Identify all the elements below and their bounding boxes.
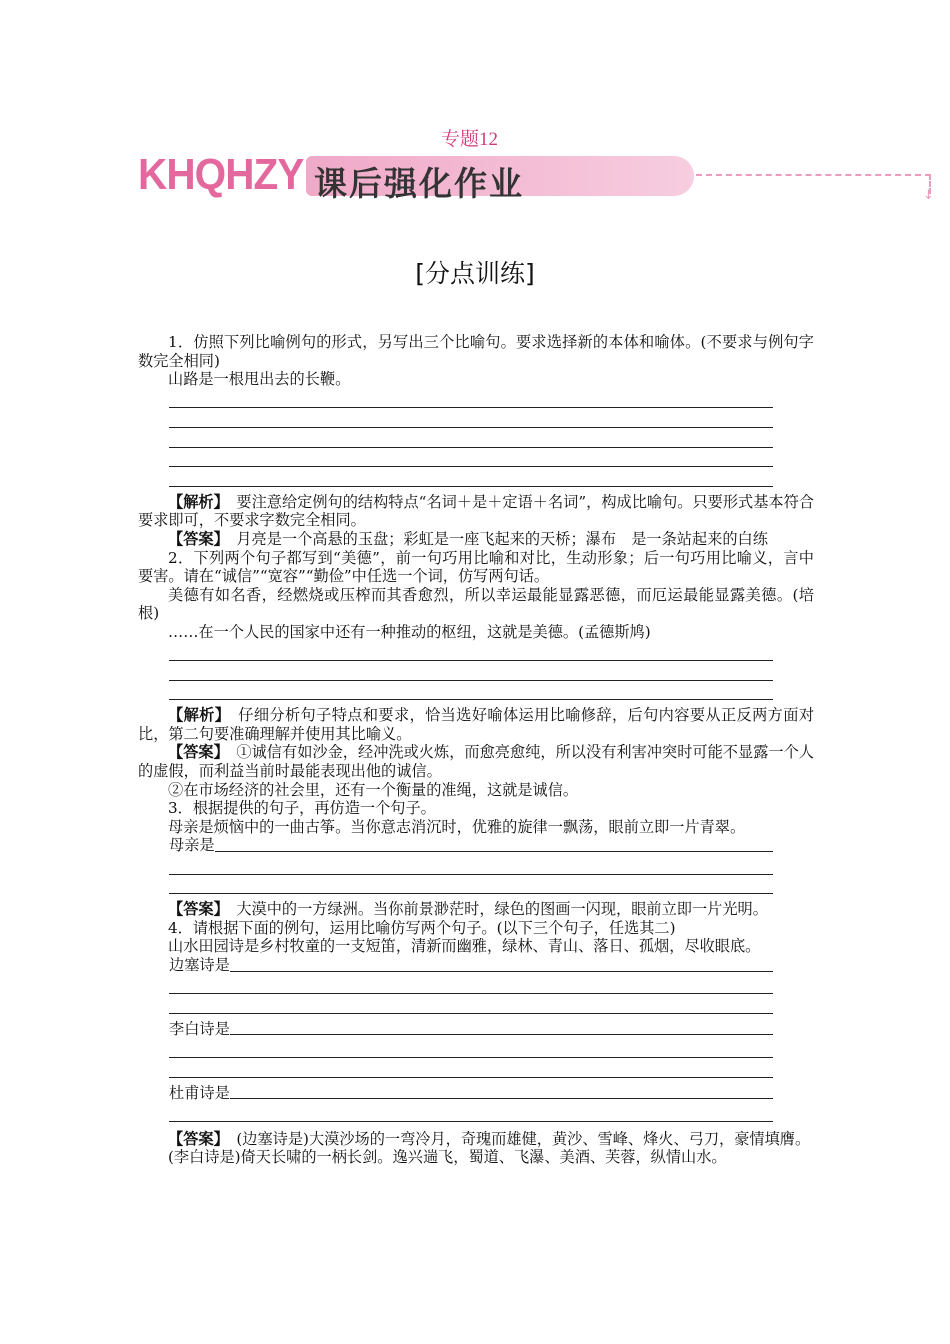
q3-answer-lines — [169, 855, 773, 894]
logo: KHQHZY — [138, 150, 304, 199]
arrow-down-icon: ↓ — [923, 188, 934, 203]
q2-question: 2．下列两个句子都写到“美德”，前一句巧用比喻和对比，生动形象；后一句巧用比喻义，言中要害。请在“诚信”“宽容”“勤俭”中任选一个词，仿写两句话。 — [138, 548, 814, 586]
q2-answer2: ②在市场经济的社会里，还有一个衡量的准绳，这就是诚信。 — [168, 780, 579, 799]
topic-label: 专题12 — [441, 129, 499, 150]
answer-line[interactable] — [169, 661, 773, 681]
answer-line[interactable] — [169, 389, 773, 409]
dashed-line — [696, 174, 931, 176]
q4-answer-lines-3 — [169, 1102, 773, 1122]
q4-answer — [138, 1130, 814, 1149]
fill-prompt: 母亲是 — [169, 836, 215, 855]
q2-analysis — [138, 706, 814, 743]
answer-label: 【答案】 — [168, 1129, 222, 1148]
q2-answer-lines — [169, 642, 773, 701]
analysis-text: 要注意给定例句的结构特点“名词＋是＋定语＋名词”，构成比喻句。只要形式基本符合要求即可，不要求字数完全相同。 — [138, 492, 815, 530]
q2-example1: 美德有如名香，经燃烧或压榨而其香愈烈，所以幸运最能显露恶德，而厄运最能显露美德。(培根) — [138, 585, 814, 623]
document-body — [138, 333, 814, 1167]
answer-line[interactable] — [169, 875, 773, 895]
answer-text: 大漠中的一方绿洲。当你前景渺茫时，绿色的图画一闪现，眼前立即一片光明。 — [236, 900, 768, 919]
q4-answer-lines-2 — [169, 1038, 773, 1077]
section-title: [分点训练] — [415, 259, 535, 288]
answer-line[interactable] — [169, 681, 773, 701]
q3-example: 母亲是烦恼中的一曲古筝。当你意志消沉时，优雅的旋律一飘荡，眼前立即一片青翠。 — [168, 817, 746, 836]
q1-answer — [138, 530, 814, 549]
answer-line[interactable] — [169, 1102, 773, 1122]
answer-line[interactable] — [169, 994, 773, 1014]
answer-line[interactable] — [169, 448, 773, 468]
answer-line[interactable] — [169, 1038, 773, 1058]
answer-text: ①诚信有如沙金，经冲洗或火炼，而愈亮愈纯，所以没有利害冲突时可能不显露一个人的虚假，而利益当前时最能表现出他的诚信。 — [138, 743, 814, 781]
q1-example: 山路是一根甩出去的长鞭。 — [168, 370, 351, 389]
fill-prompt: 李白诗是 — [169, 1019, 230, 1038]
analysis-text: 仔细分析句子特点和要求，恰当选好喻体运用比喻修辞，后句内容要从正反两方面对比，第二句要准确理解并使用其比喻义。 — [138, 706, 815, 743]
answer-text: (边塞诗是)大漠沙场的一弯冷月，奇瑰而雄健，黄沙、雪峰、烽火、弓刀，豪情填膺。 — [236, 1129, 811, 1148]
answer-text: 月亮是一个高悬的玉盘；彩虹是一座飞起来的天桥；瀑布 是一条站起来的白练 — [236, 529, 768, 548]
answer-line[interactable] — [169, 975, 773, 995]
fill-prompt: 边塞诗是 — [169, 956, 230, 974]
answer-line[interactable] — [169, 642, 773, 662]
q3-fill-line[interactable] — [169, 836, 773, 855]
analysis-label: 【解析】 — [168, 492, 222, 511]
answer-label: 【答案】 — [168, 900, 222, 919]
q1-question: 1．仿照下列比喻例句的形式，另写出三个比喻句。要求选择新的本体和喻体。(不要求与例句字数完全相同) — [138, 333, 814, 370]
banner — [138, 150, 934, 204]
answer-line[interactable] — [169, 467, 773, 487]
fill-prompt: 杜甫诗是 — [169, 1083, 230, 1102]
q4-question: 4．请根据下面的例句，运用比喻仿写两个句子。(以下三个句子，任选其二) — [168, 918, 676, 937]
q2-answer — [138, 743, 814, 780]
q1-analysis — [138, 493, 814, 530]
answer-line[interactable] — [169, 855, 773, 875]
q4-fill-line-2[interactable] — [169, 1020, 773, 1039]
answer-label: 【答案】 — [168, 743, 222, 762]
q4-answer-lines-1 — [169, 975, 773, 1014]
answer-line[interactable] — [169, 428, 773, 448]
q2-example2: ……在一个人民的国家中还有一种推动的枢纽，这就是美德。(孟德斯鸠) — [168, 622, 651, 641]
q4-fill-line-3[interactable] — [169, 1084, 773, 1103]
answer-line[interactable] — [169, 1058, 773, 1078]
q3-answer — [138, 900, 814, 919]
q4-fill-line-1[interactable] — [169, 956, 773, 975]
q4-answer2: (李白诗是)倚天长啸的一柄长剑。逸兴遄飞，蜀道、飞瀑、美酒、芙蓉，纵情山水。 — [168, 1148, 727, 1167]
q3-question: 3．根据提供的句子，再仿造一个句子。 — [168, 799, 436, 818]
q4-example: 山水田园诗是乡村牧童的一支短笛，清新而幽雅，绿林、青山、落日、孤烟，尽收眼底。 — [168, 937, 761, 956]
analysis-label: 【解析】 — [168, 706, 223, 725]
q1-answer-lines — [169, 389, 773, 487]
banner-title: 课后强化作业 — [314, 164, 524, 203]
answer-label: 【答案】 — [168, 529, 222, 548]
answer-line[interactable] — [169, 408, 773, 428]
